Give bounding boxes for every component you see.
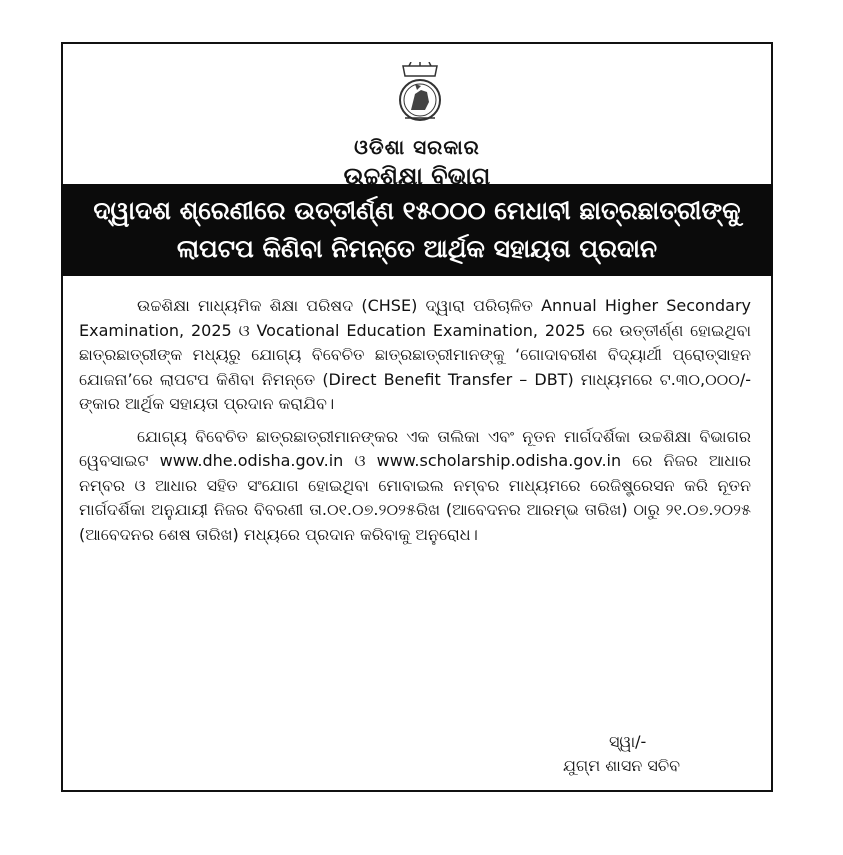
notice-headline-banner [61,184,773,276]
headline-line-2: ଲାପଟପ କିଣିବା ନିମନ୍ତେ ଆର୍ଥିକ ସହାୟତା ପ୍ରଦାନ [176,234,658,263]
notice-body [79,294,751,547]
department-title: ଉଚ୍ଚଶିକ୍ଷା ବିଭାଗ [343,162,491,184]
odisha-state-emblem-icon [391,62,449,126]
signature-mark: ସ୍ୱା/- [609,732,647,751]
body-paragraph-2: ଯୋଗ୍ୟ ବିବେଚିତ ଛାତ୍ରଛାତ୍ରୀମାନଙ୍କର ଏକ ତାଲିକା ଏବଂ ନୂତନ ମାର୍ଗଦର୍ଶିକା ଉଚ୍ଚଶିକ୍ଷା ବିଭାଗର ୱେବସାଇଟ www.dhe.odisha.gov.in ଓ www.scholarship.odisha.gov.in ରେ ନିଜର ଆଧାର ନମ୍ବର ଓ ଆଧାର ସହିତ ସଂଯୋଗ ହୋଇଥିବା ମୋବାଇଲ ନମ୍ବର ମାଧ୍ୟମରେ ରେଜିଷ୍ଟ୍ରେସନ କରି ନୂତନ ମାର୍ଗଦର୍ଶିକା ଅନୁଯାୟୀ ନିଜର ବିବରଣୀ ତା.୦୧.୦୭.୨୦୨୫ରିଖ (ଆବେଦନର ଆରମ୍ଭ ତାରିଖ) ଠାରୁ ୨୧.୦୭.୨୦୨୫ (ଆବେଦନର ଶେଷ ତାରିଖ) ମଧ୍ୟରେ ପ୍ରଦାନ କରିବାକୁ ଅନୁରୋଧ। [79,426,751,544]
body-paragraph-1: ଉଚ୍ଚଶିକ୍ଷା ମାଧ୍ୟମିକ ଶିକ୍ଷା ପରିଷଦ (CHSE) ଦ୍ୱାରା ପରିଚାଳିତ Annual Higher Secondary Examination, 2025 ଓ Vocational Education Examination, 2025 ରେ ଉତ୍ତୀର୍ଣ୍ଣ ହୋଇଥିବା ଛାତ୍ରଛାତ୍ରୀଙ୍କ ମଧ୍ୟରୁ ଯୋଗ୍ୟ ବିବେଚିତ ଛାତ୍ରଛାତ୍ରୀମାନଙ୍କୁ ‘ଗୋଦାବରୀଶ ବିଦ୍ୟାର୍ଥୀ ପ୍ରୋତ୍ସାହନ ଯୋଜନା’ରେ ଲାପଟପ କିଣିବା ନିମନ୍ତେ (Direct Benefit Transfer – DBT) ମାଧ୍ୟମରେ ଟ.୩୦,୦୦୦/-ଙ୍କାର ଆର୍ଥିକ ସହାୟତା ପ୍ରଦାନ କରାଯିବ। [79,296,751,413]
government-title: ଓଡିଶା ସରକାର [354,135,480,159]
headline-line-1: ଦ୍ୱାଦଶ ଶ୍ରେଣୀରେ ଉତ୍ତୀର୍ଣ୍ଣ ୧୫୦୦୦ ମେଧାବୀ ଛାତ୍ରଛାତ୍ରୀଙ୍କୁ [93,196,741,225]
signatory-designation: ଯୁଗ୍ମ ଶାସନ ସଚିବ [563,756,681,775]
notice-frame [61,42,773,792]
